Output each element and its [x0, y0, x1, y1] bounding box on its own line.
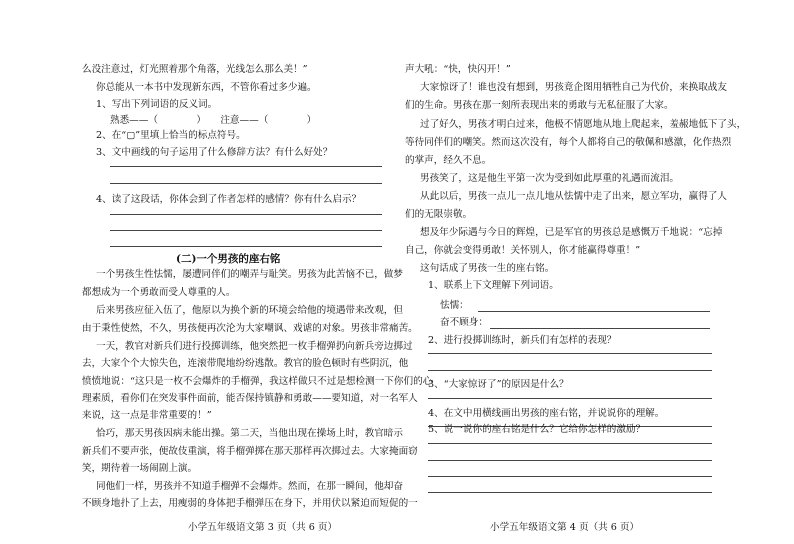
- question-4: 4、读了这段话，你体会到了作者怎样的感情？你有什么启示？: [96, 194, 362, 205]
- story-line: 恰巧，那天男孩因病未能出操。第二天，当他出现在操场上时，教官暗示: [96, 428, 403, 439]
- question-4: 4、在文中用横线画出男孩的座右铭，并说说你的理解。: [428, 408, 665, 419]
- answer-line[interactable]: [428, 370, 712, 371]
- answer-line[interactable]: [110, 230, 382, 231]
- text-line: 等待同伴们的嘲笑。然而这次没有，每个人都将自己的敬佩和感激，化作热烈: [405, 137, 732, 148]
- story-line: 同他们一样，男孩并不知道手榴弹不会爆炸。然而，在那一瞬间，他却奋: [96, 481, 403, 492]
- word-label: 奋不顾身：: [440, 317, 488, 328]
- text-line: 么没注意过，灯光照着那个角落，光线怎么那么美！”: [82, 64, 308, 75]
- question-2: 2、在“▢”里填上恰当的标点符号。: [96, 130, 246, 141]
- question-2: 2、进行投掷训练时，新兵们有怎样的表现？: [428, 335, 617, 346]
- story-line: 后来男孩应征入伍了，他原以为换个新的环境会给他的境遇带来改观，但: [96, 305, 403, 316]
- question-3: 3、“大家惊讶了”的原因是什么？: [428, 379, 569, 390]
- answer-line[interactable]: [110, 246, 382, 247]
- question-1-blanks: 熟悉——（ ） 注意——（ ）: [110, 115, 317, 126]
- section-title: (二)一个男孩的座右铭: [176, 253, 281, 265]
- answer-line[interactable]: [110, 214, 382, 215]
- text-line: 自己，你就会变得勇敢！关怀别人，你才能赢得尊重！”: [405, 245, 641, 256]
- story-line: 都想成为一个勇敢而受人尊重的人。: [82, 287, 236, 298]
- story-line: 由于秉性使然，不久，男孩便再次沦为大家嘲讽、戏谑的对象。男孩非常痛苦。: [82, 323, 418, 334]
- text-line: 声大吼：“快，快闪开！”: [405, 64, 511, 75]
- story-line: 来说，这一点是非常重要的！”: [82, 410, 212, 421]
- answer-line[interactable]: [428, 443, 712, 444]
- story-line: 一个男孩生性怯懦，屡遭同伴们的嘲弄与耻笑。男孩为此苦恼不已，做梦: [96, 269, 403, 280]
- text-line: 大家惊讶了！谁也没有想到，男孩竟企图用牺牲自己为代价，来换取战友: [420, 82, 727, 93]
- story-line: 愤愤地说：“这只是一枚不会爆炸的手榴弹，我这样做只不过是想检测一下你们的心: [82, 376, 433, 387]
- text-line: 过了好久，男孩才明白过来，他极不情愿地从地上爬起来，羞赧地低下了头，: [420, 119, 747, 130]
- story-line: 理素质，看你们在突发事件面前，能否保持镇静和勇敢——要知道，对一名军人: [82, 393, 418, 404]
- page-footer: 小学五年级语文第 4 页（共 6 页）: [490, 522, 640, 533]
- answer-line[interactable]: [428, 460, 712, 461]
- text-line: 男孩笑了，这是他生平第一次为受到如此厚重的礼遇而流泪。: [420, 173, 680, 184]
- text-line: 这句话成了男孩一生的座右铭。: [420, 263, 555, 274]
- answer-line[interactable]: [478, 311, 710, 312]
- text-line: 们的无限崇敬。: [405, 209, 473, 220]
- answer-line[interactable]: [428, 492, 712, 493]
- story-line: 不顾身地扑了上去，用瘦弱的身体把手榴弹压在身下，并用伏以紧迫而短促的一: [82, 498, 418, 509]
- answer-line[interactable]: [490, 328, 710, 329]
- text-line: 从此以后，男孩一点儿一点儿地从怯懦中走了出来，愿立军功，赢得了人: [420, 191, 727, 202]
- story-line: 新兵们不要声张，便故伎重演，将手榴弹掷在那天那样再次掷过去。大家掩面窃: [82, 446, 418, 457]
- story-line: 去，大家个个大惊失色，连滚带爬地纷纷逃散。教官的脸色顿时有些阴沉，他: [82, 358, 409, 369]
- question-3: 3、文中画线的句子运用了什么修辞方法？有什么好处？: [96, 147, 333, 158]
- answer-line[interactable]: [110, 183, 382, 184]
- question-5: 5、说一说你的座右铭是什么？它给你怎样的激励？: [428, 424, 646, 435]
- question-1: 1、写出下列词语的反义词。: [96, 99, 218, 110]
- word-label: 怯懦：: [440, 300, 469, 311]
- answer-line[interactable]: [428, 398, 712, 399]
- answer-line[interactable]: [428, 353, 712, 354]
- text-line: 你总能从一本书中发现新东西，不管你看过多少遍。: [96, 82, 317, 93]
- page-footer: 小学五年级语文第 3 页（共 6 页）: [188, 522, 338, 533]
- text-line: 的掌声，经久不息。: [405, 155, 492, 166]
- text-line: 想及年少际遇与今日的辉煌，已是军官的男孩总是感慨万千地说：“忘掉: [420, 227, 723, 238]
- answer-line[interactable]: [110, 166, 382, 167]
- question-1: 1、联系上下文理解下列词语。: [428, 280, 559, 291]
- text-line: 们的生命。男孩在那一刻所表现出来的勇敢与无私征服了大家。: [405, 100, 674, 111]
- story-line: 笑，期待着一场闹剧上演。: [82, 463, 198, 474]
- story-line: 一天，教官对新兵们进行投掷训练，他突然把一枚手榴弹扔向新兵旁边掷过: [96, 341, 413, 352]
- answer-line[interactable]: [428, 476, 712, 477]
